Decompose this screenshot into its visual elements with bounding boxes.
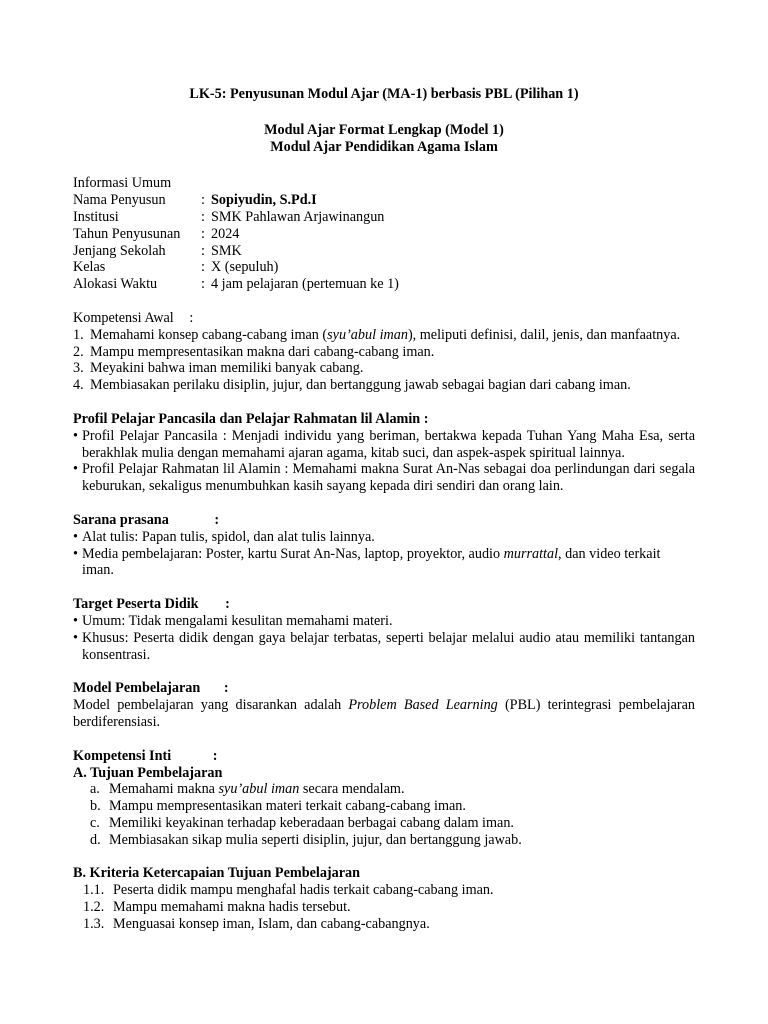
bullet-item	[73, 529, 695, 546]
info-value: X (sepuluh)	[211, 259, 279, 276]
facilities-section	[73, 512, 695, 579]
item-text: Mampu memahami makna hadis tersebut.	[113, 899, 351, 916]
info-row-institution	[73, 209, 695, 226]
module-subtitle: Modul Ajar Format Lengkap (Model 1)	[264, 121, 504, 138]
list-item	[83, 882, 695, 899]
item-number: 2.	[73, 343, 84, 360]
bullet-text: Khusus: Peserta didik dengan gaya belajar terbatas, seperti belajar melalui audio atau memiliki tantangan konsentrasi.	[82, 629, 695, 663]
info-label: Institusi	[73, 208, 119, 225]
bullet-icon: •	[73, 629, 78, 646]
section-colon: :	[223, 680, 229, 697]
section-heading-text: Kompetensi Inti	[73, 747, 172, 764]
section-heading-text: Target Peserta Didik	[73, 596, 199, 613]
learning-objectives-list	[90, 781, 695, 848]
bullet-item	[73, 546, 695, 580]
section-colon: :	[214, 511, 220, 528]
bullet-text: Umum: Tidak mengalami kesulitan memahami materi.	[82, 612, 393, 629]
item-text: Mampu mempresentasikan materi terkait cabang-cabang iman.	[109, 798, 466, 815]
list-item	[73, 327, 695, 344]
bullet-item	[73, 630, 695, 664]
item-text: Membiasakan perilaku disiplin, jujur, dan bertanggung jawab sebagai bagian dari cabang iman.	[90, 377, 631, 394]
subject-subtitle: Modul Ajar Pendidikan Agama Islam	[270, 138, 498, 155]
core-competency-section	[73, 748, 695, 933]
section-colon: :	[212, 747, 218, 764]
item-letter: c.	[90, 814, 100, 831]
bullet-item	[73, 613, 695, 630]
learning-objectives-heading: A. Tujuan Pembelajaran	[73, 764, 223, 781]
learning-model-text: Model pembelajaran yang disarankan adalah Problem Based Learning (PBL) terintegrasi pembelajaran berdiferensiasi.	[73, 697, 696, 730]
info-value: 4 jam pelajaran (pertemuan ke 1)	[211, 276, 399, 293]
info-row-level	[73, 243, 695, 260]
item-text: Menguasai konsep iman, Islam, dan cabang-cabangnya.	[113, 915, 430, 932]
item-text: Meyakini bahwa iman memiliki banyak cabang.	[90, 360, 364, 377]
item-text: Membiasakan sikap mulia seperti disiplin, jujur, dan bertanggung jawab.	[109, 831, 522, 848]
bullet-text: Profil Pelajar Pancasila : Menjadi individu yang beriman, bertakwa kepada Tuhan Yang Maha Esa, serta berakhlak mulia dengan memahami ajaran agama, kitab suci, dan aspek-aspek spiritual lainnya.	[82, 427, 695, 461]
item-text: Peserta didik mampu menghafal hadis terkait cabang-cabang iman.	[113, 882, 494, 899]
bullet-text: Profil Pelajar Rahmatan lil Alamin : Memahami makna Surat An-Nas sebagai doa perlindungan dari segala keburukan, sekaligus menumbuhkan kasih sayang kepada diri sendiri dan orang lain.	[82, 461, 695, 495]
info-row-class	[73, 259, 695, 276]
info-colon: :	[201, 276, 205, 293]
document-page	[73, 86, 695, 933]
core-competency-heading	[73, 748, 695, 765]
bullet-item	[73, 428, 695, 462]
info-colon: :	[201, 242, 205, 259]
section-heading-text: Kompetensi Awal	[73, 309, 174, 326]
list-item	[90, 832, 695, 849]
item-text: Memiliki keyakinan terhadap keberadaan berbagai cabang dalam iman.	[109, 814, 514, 831]
item-number: 4.	[73, 377, 84, 394]
general-info-section	[73, 175, 695, 293]
info-label: Tahun Penyusunan	[73, 225, 181, 242]
list-item	[90, 815, 695, 832]
info-value: Sopiyudin, S.Pd.I	[211, 192, 317, 209]
target-students-heading	[73, 596, 695, 613]
facilities-heading	[73, 512, 695, 529]
initial-competency-heading	[73, 310, 695, 327]
info-row-author	[73, 192, 695, 209]
info-value: SMK	[211, 242, 242, 259]
section-heading-text: Model Pembelajaran	[73, 680, 201, 697]
learning-model-heading	[73, 680, 695, 697]
general-info-heading: Informasi Umum	[73, 175, 172, 192]
bullet-icon: •	[73, 545, 78, 562]
item-number: 1.	[73, 326, 84, 343]
document-title: LK-5: Penyusunan Modul Ajar (MA-1) berbasis PBL (Pilihan 1)	[189, 86, 579, 102]
bullet-text: Media pembelajaran: Poster, kartu Surat An-Nas, laptop, proyektor, audio murrattal, dan video terkait iman.	[82, 545, 661, 579]
item-number: 1.2.	[83, 899, 105, 916]
info-value: 2024	[211, 225, 240, 242]
bullet-icon: •	[73, 612, 78, 629]
item-letter: b.	[90, 798, 101, 815]
list-item	[73, 344, 695, 361]
section-colon: :	[225, 596, 230, 613]
info-colon: :	[201, 259, 205, 276]
item-text: Mampu mempresentasikan makna dari cabang-cabang iman.	[90, 343, 435, 360]
info-row-year	[73, 226, 695, 243]
bullet-item	[73, 461, 695, 495]
student-profile-heading: Profil Pelajar Pancasila dan Pelajar Rahmatan lil Alamin :	[73, 410, 429, 427]
achievement-criteria-heading: B. Kriteria Ketercapaian Tujuan Pembelajaran	[73, 865, 361, 882]
item-number: 3.	[73, 360, 84, 377]
info-colon: :	[201, 208, 205, 225]
section-colon: :	[189, 309, 194, 326]
info-colon: :	[201, 192, 205, 209]
info-label: Jenjang Sekolah	[73, 242, 166, 259]
learning-model-section	[73, 680, 695, 730]
list-item	[73, 377, 695, 394]
list-item	[83, 899, 695, 916]
item-text: Memahami konsep cabang-cabang iman (syu’abul iman), meliputi definisi, dalil, jenis, dan manfaatnya.	[90, 326, 681, 343]
list-item	[90, 798, 695, 815]
item-letter: a.	[90, 781, 100, 798]
achievement-criteria-list	[73, 882, 695, 932]
info-label: Alokasi Waktu	[73, 276, 158, 293]
bullet-icon: •	[73, 528, 78, 545]
bullet-text: Alat tulis: Papan tulis, spidol, dan alat tulis lainnya.	[82, 528, 375, 545]
target-students-section	[73, 596, 695, 663]
list-item	[90, 781, 695, 798]
info-row-time	[73, 276, 695, 293]
item-number: 1.3.	[83, 915, 105, 932]
student-profile-section	[73, 411, 695, 495]
initial-competency-list	[73, 327, 695, 394]
section-heading-text: Sarana prasana	[73, 511, 169, 528]
item-letter: d.	[90, 831, 101, 848]
item-text: Memahami makna syu’abul iman secara mendalam.	[109, 781, 405, 798]
bullet-icon: •	[73, 427, 78, 444]
info-colon: :	[201, 225, 205, 242]
list-item	[83, 916, 695, 933]
info-label: Kelas	[73, 259, 106, 276]
bullet-icon: •	[73, 461, 78, 478]
info-value: SMK Pahlawan Arjawinangun	[211, 208, 385, 225]
info-label: Nama Penyusun	[73, 192, 166, 209]
list-item	[73, 360, 695, 377]
initial-competency-section	[73, 310, 695, 394]
item-number: 1.1.	[83, 882, 105, 899]
